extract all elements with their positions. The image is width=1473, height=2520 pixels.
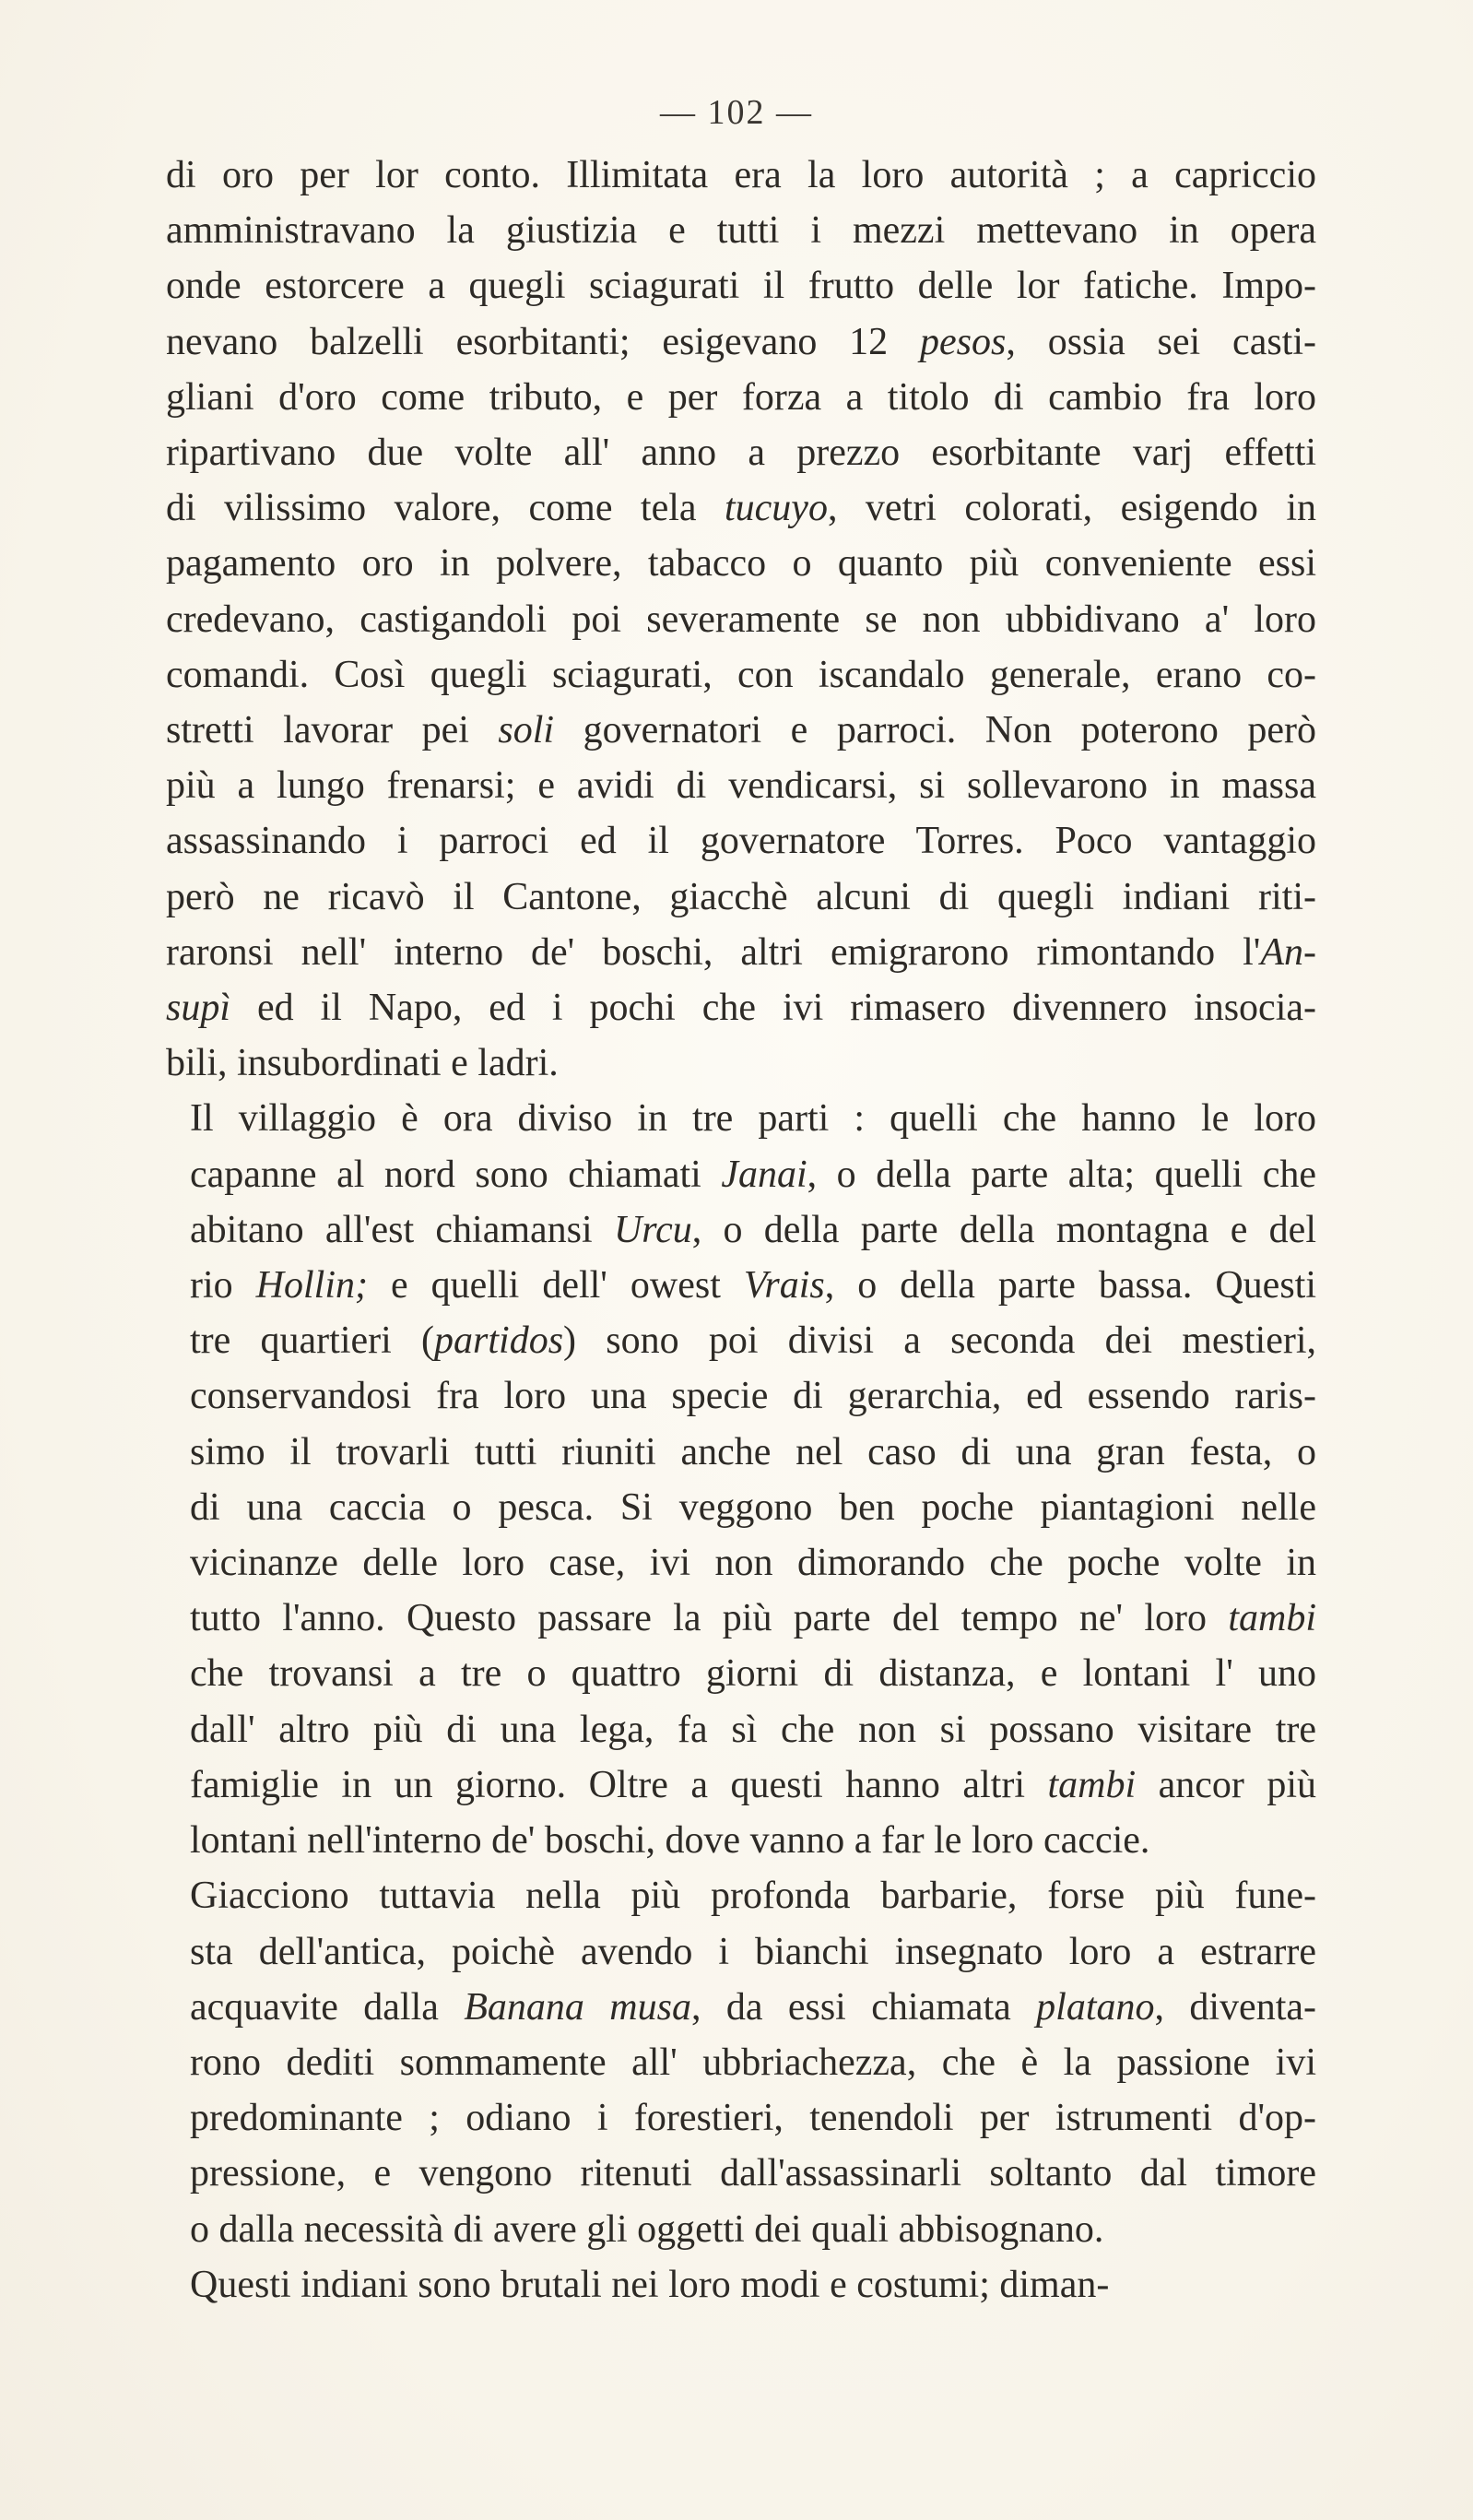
paragraph: [166, 148, 1316, 1091]
text-line: simo il trovarli tutti riuniti anche nel caso di una gran festa, o: [190, 1430, 1316, 1473]
text-line: bili, insubordinati e ladri.: [166, 1042, 559, 1085]
paragraph: [166, 2257, 1316, 2313]
text-line: sta dell'antica, poichè avendo i bianchi insegnato loro a estrarre: [190, 1930, 1316, 1973]
text-line: famiglie in un giorno. Oltre a questi hanno altri tambi ancor più: [190, 1763, 1316, 1806]
italic-term: supì: [166, 987, 231, 1030]
text-line: o dalla necessità di avere gli oggetti dei quali abbisognano.: [190, 2207, 1104, 2251]
text-line: capanne al nord sono chiamati Janai, o della parte alta; quelli che: [190, 1153, 1317, 1196]
text-line: lontani nell'interno de' boschi, dove vanno a far le loro caccie.: [190, 1819, 1150, 1863]
text-line: onde estorcere a quegli sciagurati il frutto delle lor fatiche. Impo-: [166, 265, 1316, 308]
italic-term: tambi: [1228, 1597, 1316, 1640]
text-line: che trovansi a tre o quattro giorni di distanza, e lontani l' uno: [190, 1652, 1316, 1696]
text-line: più a lungo frenarsi; e avidi di vendicarsi, si sollevarono in massa: [166, 764, 1316, 808]
text-line: tre quartieri (partidos) sono poi divisi a seconda dei mestieri,: [190, 1319, 1317, 1363]
text-line: Il villaggio è ora diviso in tre parti : quelli che hanno le loro: [190, 1097, 1316, 1141]
text-line: stretti lavorar pei soli governatori e parroci. Non poterono però: [166, 709, 1316, 752]
text-line: predominante ; odiano i forestieri, tenendoli per istrumenti d'op-: [190, 2097, 1316, 2140]
text-line: acquavite dalla Banana musa, da essi chiamata platano, diventa-: [190, 1985, 1316, 2029]
text-line: amministravano la giustizia e tutti i mezzi mettevano in opera: [166, 209, 1316, 253]
text-line: comandi. Così quegli sciagurati, con iscandalo generale, erano co-: [166, 653, 1316, 696]
text-line: assassinando i parroci ed il governatore Torres. Poco vantaggio: [166, 820, 1316, 863]
italic-term: An-: [1260, 930, 1316, 974]
text-line: nevano balzelli esorbitanti; esigevano 12 pesos, ossia sei casti-: [166, 320, 1317, 363]
italic-term: Urcu: [613, 1208, 692, 1251]
text-line: vicinanze delle loro case, ivi non dimorando che poche volte in: [190, 1542, 1316, 1585]
italic-term: tucuyo: [725, 487, 828, 530]
text-line: ripartivano due volte all' anno a prezzo esorbitante varj effetti: [166, 432, 1316, 475]
text-line: credevano, castigandoli poi severamente se non ubbidivano a' loro: [166, 597, 1316, 641]
text-line: tutto l'anno. Questo passare la più parte del tempo ne' loro tambi: [190, 1597, 1316, 1640]
text-line: però ne ricavò il Cantone, giacchè alcuni di quegli indiani riti-: [166, 875, 1316, 918]
text-line: rono dediti sommamente all' ubbriachezza, che è la passione ivi: [190, 2041, 1316, 2084]
paragraph: [166, 1091, 1316, 1868]
text-line: di vilissimo valore, come tela tucuyo, vetri colorati, esigendo in: [166, 487, 1316, 530]
body-text: [166, 148, 1316, 2313]
text-line: rio Hollin; e quelli dell' owest Vrais, o della parte bassa. Questi: [190, 1264, 1317, 1307]
text-line: raronsi nell' interno de' boschi, altri emigrarono rimontando l'An-: [166, 930, 1316, 974]
italic-term: soli: [498, 709, 555, 752]
italic-term: Janai: [721, 1153, 807, 1196]
text-line: pressione, e vengono ritenuti dall'assassinarli soltanto dal timore: [190, 2152, 1316, 2195]
text-line: conservandosi fra loro una specie di gerarchia, ed essendo raris-: [190, 1375, 1316, 1418]
text-line: pagamento oro in polvere, tabacco o quanto più conveniente essi: [166, 542, 1316, 586]
text-line: Giacciono tuttavia nella più profonda barbarie, forse più fune-: [190, 1875, 1316, 1918]
page-number: — 102 —: [660, 93, 813, 132]
italic-term: tambi: [1047, 1763, 1137, 1806]
italic-term: Hollin;: [255, 1264, 368, 1307]
italic-term: Banana musa: [464, 1985, 691, 2029]
text-line: dall' altro più di una lega, fa sì che non si possano visitare tre: [190, 1708, 1316, 1751]
text-line: abitano all'est chiamansi Urcu, o della parte della montagna e del: [190, 1208, 1316, 1251]
text-line: supì ed il Napo, ed i pochi che ivi rimasero divennero insocia-: [166, 987, 1316, 1030]
italic-term: Vrais: [743, 1264, 825, 1307]
italic-term: platano: [1036, 1985, 1155, 2029]
text-line: di una caccia o pesca. Si veggono ben poche piantagioni nelle: [190, 1485, 1316, 1529]
italic-term: pesos: [920, 320, 1007, 363]
paragraph: [166, 1868, 1316, 2256]
italic-term: partidos: [434, 1319, 564, 1363]
text-line: Questi indiani sono brutali nei loro modi e costumi; diman-: [190, 2263, 1110, 2306]
text-line: di oro per lor conto. Illimitata era la loro autorità ; a capriccio: [166, 154, 1316, 196]
text-line: gliani d'oro come tributo, e per forza a titolo di cambio fra loro: [166, 375, 1316, 419]
